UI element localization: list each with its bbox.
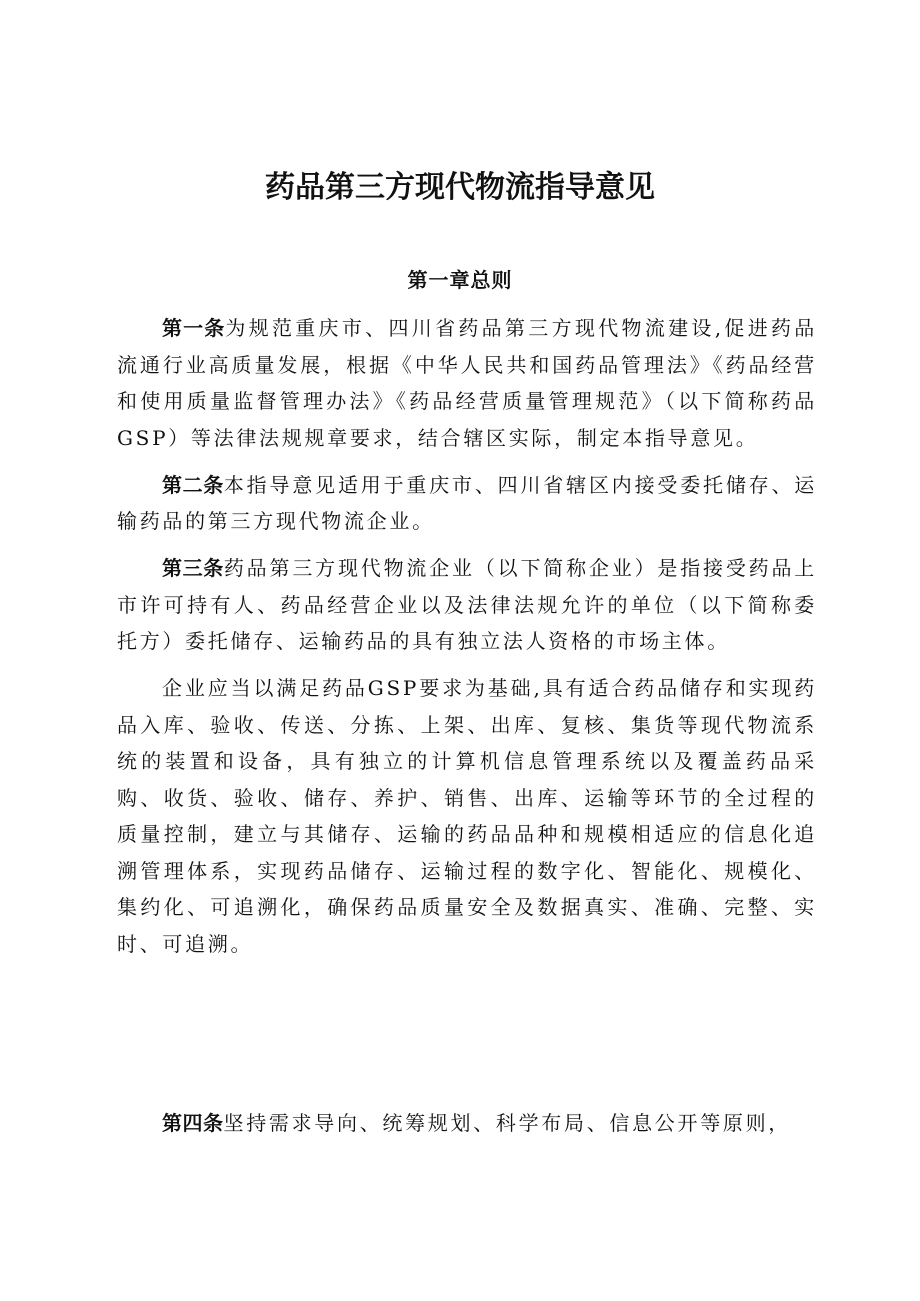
article-paragraph — [117, 467, 817, 540]
article-number: 第一条 — [162, 316, 226, 340]
paragraph-text: 企业应当以满足药品GSP要求为基础,具有适合药品储存和实现药品入库、验收、传送、分拣、上架、出库、复核、集货等现代物流系统的装置和设备，具有独立的计算机信息管理系统以及覆盖药品采购、收货、验收、储存、养护、销售、出库、运输等环节的全过程的质量控制，建立与其储存、运输的药品品种和规模相适应的信息化追溯管理体系，实现药品储存、运输过程的数字化、智能化、规模化、集约化、可追溯化，确保药品质量安全及数据真实、准确、完整、实时、可追溯。 — [117, 676, 817, 956]
article-paragraph — [117, 1105, 817, 1142]
body-paragraph — [117, 670, 817, 962]
article-paragraph — [117, 310, 817, 456]
body-text — [117, 310, 817, 973]
article-text: 药品第三方现代物流企业（以下简称企业）是指接受药品上市许可持有人、药品经营企业以及法律法规允许的单位（以下简称委托方）委托储存、运输药品的具有独立法人资格的市场主体。 — [117, 556, 818, 653]
article-number: 第三条 — [162, 556, 224, 580]
chapter-heading: 第一章总则 — [407, 268, 513, 292]
article-text: 为规范重庆市、四川省药品第三方现代物流建设,促进药品流通行业高质量发展，根据《中华人民共和国药品管理法》《药品经营和使用质量监督管理办法》《药品经营质量管理规范》（以下简称药品GSP）等法律法规规章要求，结合辖区实际，制定本指导意见。 — [117, 316, 818, 450]
article-number: 第四条 — [162, 1111, 224, 1135]
article-text: 本指导意见适用于重庆市、四川省辖区内接受委托储存、运输药品的第三方现代物流企业。 — [117, 472, 818, 533]
body-text-continued — [117, 1105, 817, 1152]
article-text: 坚持需求导向、统筹规划、科学布局、信息公开等原则， — [223, 1111, 791, 1135]
article-number: 第二条 — [162, 472, 224, 497]
article-paragraph — [117, 550, 817, 660]
document-title: 药品第三方现代物流指导意见 — [265, 170, 655, 205]
